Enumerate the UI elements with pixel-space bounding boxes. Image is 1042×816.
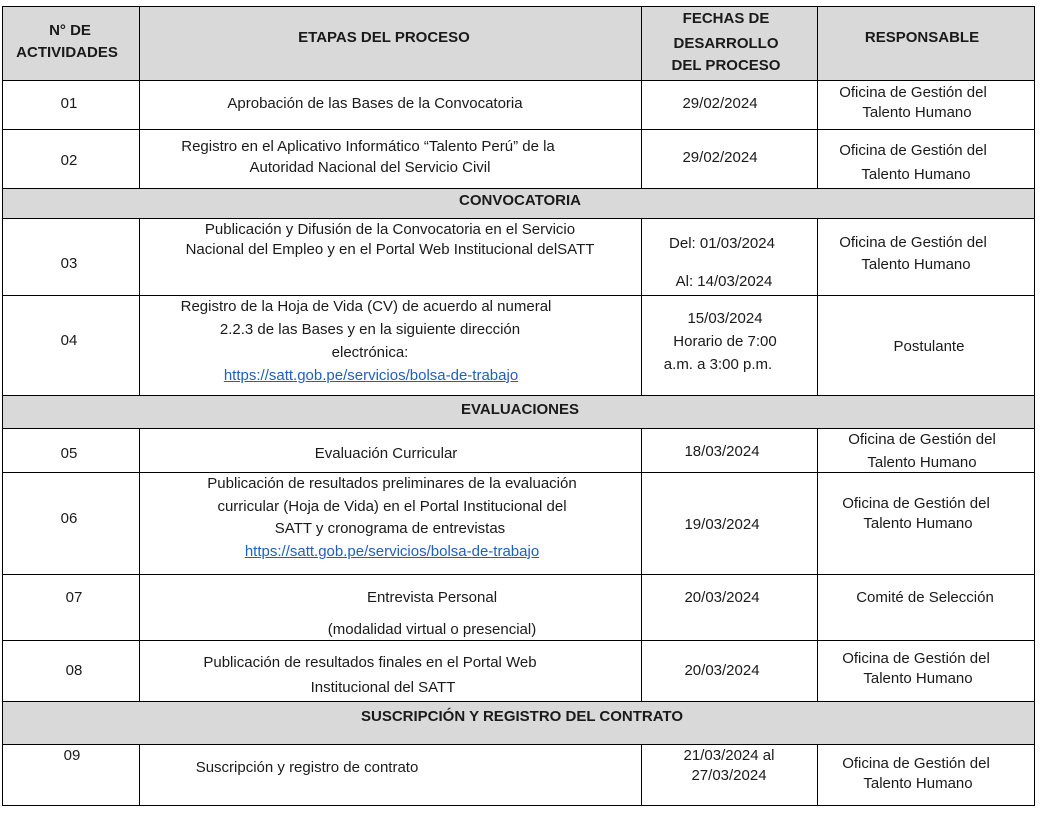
row-07-num: 07: [65, 589, 83, 606]
row-03-num: 03: [60, 255, 78, 272]
header-col-dates-line3: DEL PROCESO: [671, 57, 781, 74]
rule-after-04: [2, 395, 1034, 396]
rule-bottom: [2, 805, 1034, 806]
row-05-stage: Evaluación Curricular: [314, 445, 458, 462]
row-03-resp-line1: Oficina de Gestión del: [839, 234, 987, 251]
row-03-date-line2: Al: 14/03/2024: [675, 273, 773, 290]
row-06-resp-line1: Oficina de Gestión del: [842, 495, 990, 512]
row-01-resp-line1: Oficina de Gestión del: [839, 84, 987, 101]
rule-col1-a: [139, 6, 140, 188]
header-col-num-line2: ACTIVIDADES: [16, 44, 118, 61]
header-col-num-line1: N° DE: [49, 22, 91, 39]
header-col-responsible: RESPONSABLE: [864, 29, 980, 46]
row-03-date-line1: Del: 01/03/2024: [669, 235, 775, 252]
rule-col2-b: [641, 218, 642, 395]
row-06-link[interactable]: https://satt.gob.pe/servicios/bolsa-de-trabajo: [244, 543, 540, 560]
row-07-resp: Comité de Selección: [856, 589, 994, 606]
row-08-num: 08: [65, 662, 83, 679]
rule-col3-c: [817, 428, 818, 701]
section-evaluaciones-label: EVALUACIONES: [460, 401, 580, 418]
rule-after-08: [2, 701, 1034, 702]
rule-col3-d: [817, 744, 818, 805]
row-07-stage-line1: Entrevista Personal: [366, 589, 498, 606]
section-convocatoria-label: CONVOCATORIA: [459, 192, 581, 209]
rule-after-05: [2, 472, 1034, 473]
row-01-resp-line2: Talento Humano: [862, 104, 972, 121]
row-09-date-line1: 21/03/2024 al: [683, 747, 775, 764]
row-06-num: 06: [60, 510, 78, 527]
row-01-stage: Aprobación de las Bases de la Convocatoria: [227, 95, 523, 112]
rule-col3-a: [817, 6, 818, 188]
row-04-resp: Postulante: [893, 338, 965, 355]
rule-col1-b: [139, 218, 140, 395]
rule-after-sec1: [2, 218, 1034, 219]
row-02-stage-line1: Registro en el Aplicativo Informático “Talento Perú” de la: [181, 138, 555, 155]
row-05-resp-line2: Talento Humano: [867, 454, 977, 471]
rule-right: [1034, 6, 1035, 806]
row-05-date: 18/03/2024: [684, 443, 760, 460]
row-02-date: 29/02/2024: [682, 149, 758, 166]
row-09-resp-line1: Oficina de Gestión del: [842, 755, 990, 772]
row-04-stage-line1: Registro de la Hoja de Vida (CV) de acuerdo al numeral: [180, 298, 552, 315]
row-02-resp-line1: Oficina de Gestión del: [839, 142, 987, 159]
rule-after-sec2: [2, 428, 1034, 429]
row-02-resp-line2: Talento Humano: [861, 166, 971, 183]
row-01-date: 29/02/2024: [682, 95, 758, 112]
rule-col1-d: [139, 744, 140, 805]
row-07-stage-line2: (modalidad virtual o presencial): [327, 621, 537, 638]
row-08-date: 20/03/2024: [684, 662, 760, 679]
row-08-stage-line1: Publicación de resultados finales en el Portal Web: [203, 654, 537, 671]
rule-after-01: [2, 129, 1034, 130]
row-06-stage-line1: Publicación de resultados preliminares de la evaluación: [207, 475, 577, 492]
row-06-stage-line2: curricular (Hoja de Vida) en el Portal Institucional del: [217, 498, 567, 515]
row-04-stage-line2: 2.2.3 de las Bases y en la siguiente dirección: [219, 321, 521, 338]
row-06-date: 19/03/2024: [684, 516, 760, 533]
row-04-stage-line3: electrónica:: [331, 344, 409, 361]
rule-col1-c: [139, 428, 140, 701]
rule-col2-a: [641, 6, 642, 188]
rule-after-07: [2, 640, 1034, 641]
row-04-link[interactable]: https://satt.gob.pe/servicios/bolsa-de-trabajo: [223, 367, 519, 384]
row-03-resp-line2: Talento Humano: [861, 256, 971, 273]
row-04-num: 04: [60, 332, 78, 349]
rule-col2-d: [641, 744, 642, 805]
row-03-stage-line1: Publicación y Difusión de la Convocatoria en el Servicio: [204, 221, 576, 238]
row-09-date-line2: 27/03/2024: [691, 767, 767, 784]
row-05-num: 05: [60, 445, 78, 462]
row-08-stage-line2: Institucional del SATT: [310, 679, 456, 696]
rule-after-sec3: [2, 744, 1034, 745]
row-09-stage: Suscripción y registro de contrato: [195, 759, 419, 776]
row-08-resp-line2: Talento Humano: [863, 670, 973, 687]
row-02-num: 02: [60, 152, 78, 169]
row-08-resp-line1: Oficina de Gestión del: [842, 650, 990, 667]
row-04-date-line2: Horario de 7:00: [673, 333, 777, 350]
row-03-stage-line2: Nacional del Empleo y en el Portal Web Institucional delSATT: [185, 241, 595, 258]
rule-after-header: [2, 80, 1034, 81]
row-09-resp-line2: Talento Humano: [863, 775, 973, 792]
header-col-dates-line2: DESARROLLO: [673, 35, 779, 52]
rule-left: [2, 6, 3, 806]
rule-after-02: [2, 188, 1034, 189]
row-02-stage-line2: Autoridad Nacional del Servicio Civil: [249, 159, 491, 176]
header-col-stages: ETAPAS DEL PROCESO: [298, 29, 470, 46]
rule-after-03: [2, 295, 1034, 296]
header-col-dates-line1: FECHAS DE: [682, 10, 770, 27]
rule-top: [2, 6, 1034, 7]
row-07-date: 20/03/2024: [684, 589, 760, 606]
rule-after-06: [2, 574, 1034, 575]
row-04-date-line1: 15/03/2024: [687, 310, 763, 327]
row-06-resp-line2: Talento Humano: [863, 515, 973, 532]
row-01-num: 01: [60, 95, 78, 112]
row-04-date-line3: a.m. a 3:00 p.m.: [663, 356, 773, 373]
section-contrato-label: SUSCRIPCIÓN Y REGISTRO DEL CONTRATO: [361, 708, 683, 725]
row-06-stage-line3: SATT y cronograma de entrevistas: [274, 520, 506, 537]
rule-col2-c: [641, 428, 642, 701]
row-05-resp-line1: Oficina de Gestión del: [848, 431, 996, 448]
rule-col3-b: [817, 218, 818, 395]
row-09-num: 09: [63, 747, 81, 764]
